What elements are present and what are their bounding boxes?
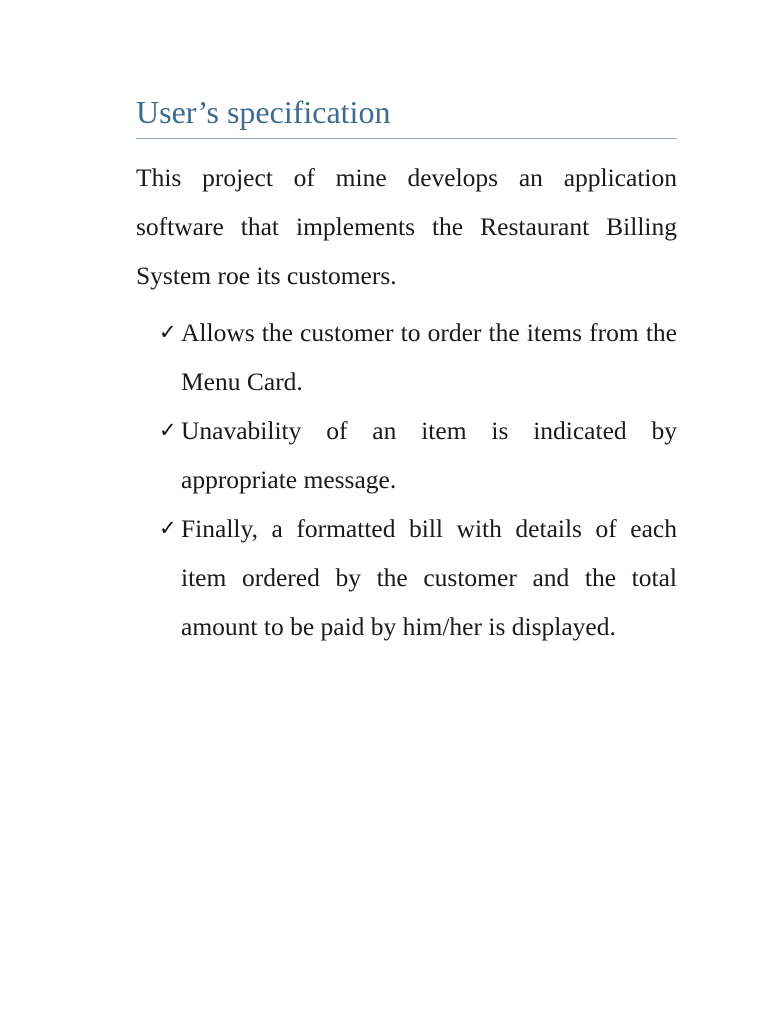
checkmark-icon: ✓ xyxy=(159,418,177,442)
checklist-item-text: Unavability of an item is indicated by appropriate message. xyxy=(181,416,677,494)
checklist-item-order xyxy=(136,308,677,406)
checklist-item-text: Allows the customer to order the items from the Menu Card. xyxy=(181,318,677,396)
checklist-item-bill xyxy=(136,504,677,651)
document-page xyxy=(136,90,677,651)
specification-checklist xyxy=(136,308,677,651)
section-heading: User’s specification xyxy=(136,90,677,139)
checklist-item-unavailability xyxy=(136,406,677,504)
checkmark-icon: ✓ xyxy=(159,516,177,540)
intro-paragraph: This project of mine develops an application software that implements the Restaurant Billing System roe its customers. xyxy=(136,163,677,290)
checkmark-icon: ✓ xyxy=(159,320,177,344)
checklist-item-text: Finally, a formatted bill with details of each item ordered by the customer and the total amount to be paid by him/her is displayed. xyxy=(181,514,677,641)
